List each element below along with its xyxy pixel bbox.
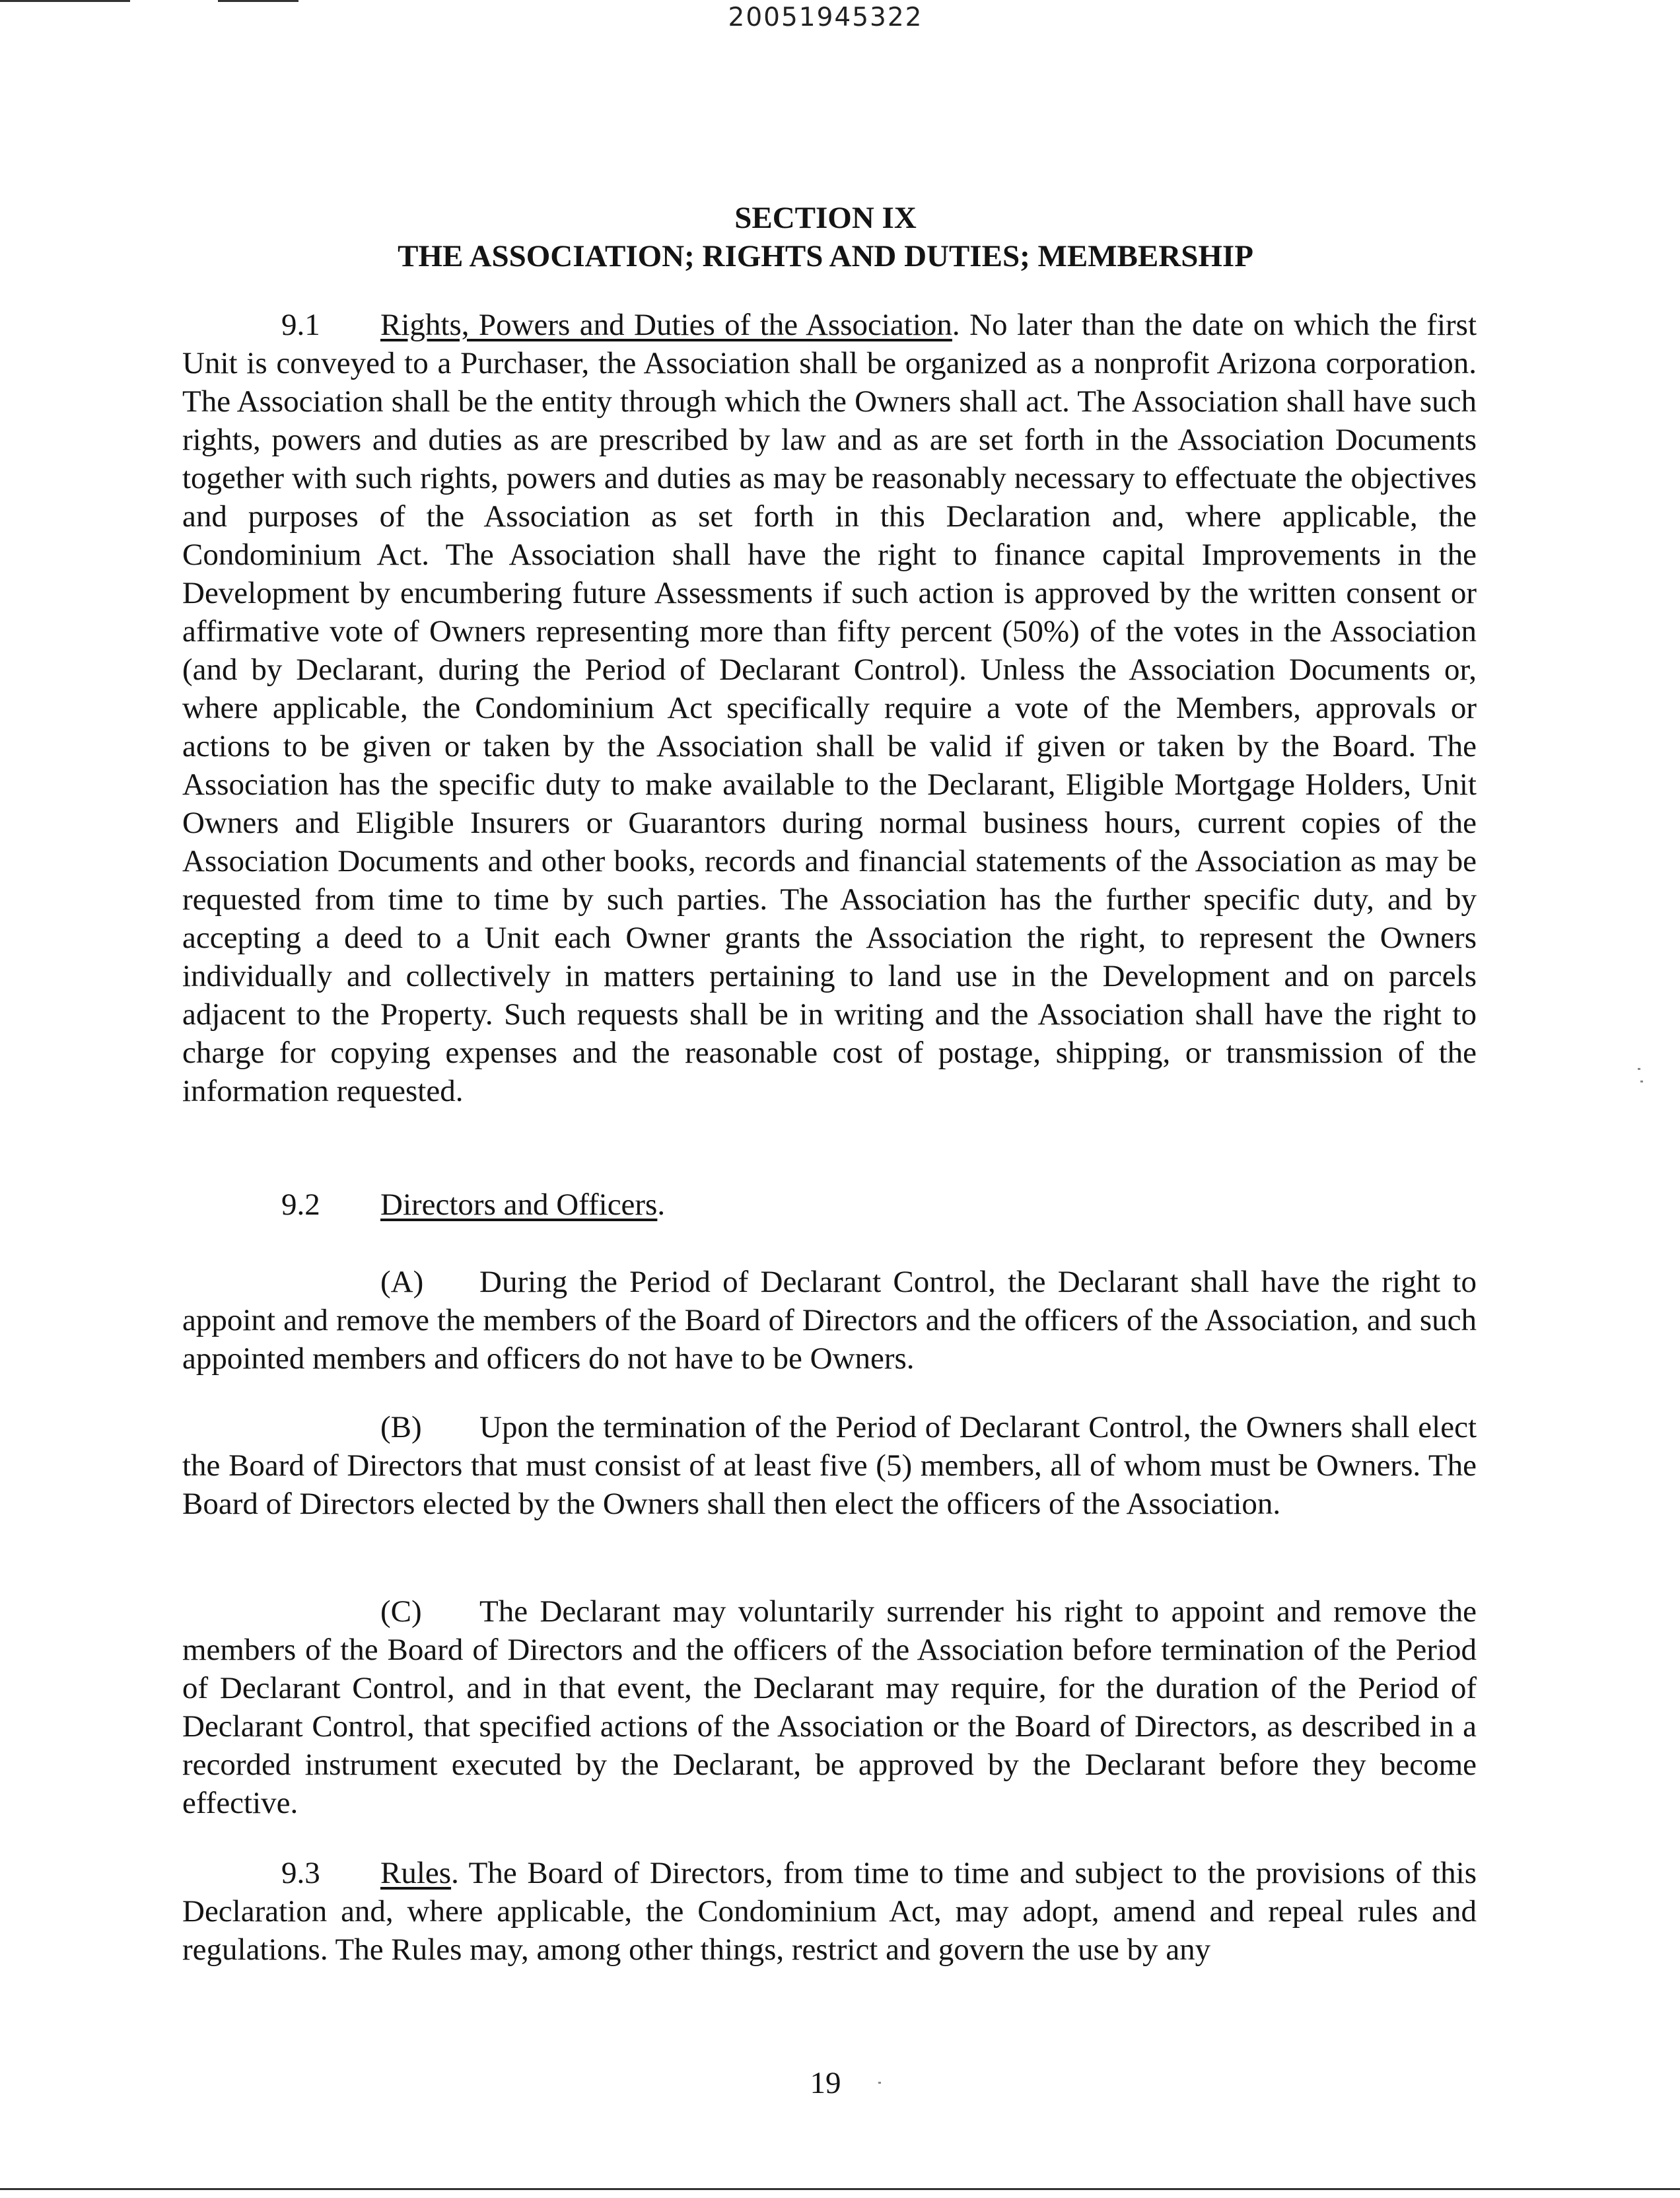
subparagraph-text: The Declarant may voluntarily surrender his right to appoint and remove the members of the Board of Directors and the officers of the Association before termination of the Period of Declarant Control, and in that event, the Declarant may require, for the duration of the Period of Declarant Control, that specified actions of the Association or the Board of Directors, as described in a recorded instrument executed by the Declarant, be approved by the Declarant before they become effective. [182, 1594, 1477, 1820]
section-subtitle: THE ASSOCIATION; RIGHTS AND DUTIES; MEMBERSHIP [398, 239, 1253, 273]
paragraph-body: . No later than the date on which the first Unit is conveyed to a Purchaser, the Association shall be organized as a nonprofit Arizona corporation. The Association shall be the entity through which the Owners shall act. The Association shall have such rights, powers and duties as are prescribed by law and as are set forth in the Association Documents together with such rights, powers and duties as may be reasonably necessary to effectuate the objectives and purposes of the Association as set forth in this Declaration and, where applicable, the Condominium Act. The Association shall have the right to finance capital Improvements in the Development by encumbering future Assessments if such action is approved by the written consent or affirmative vote of Owners representing more than fifty percent (50%) of the votes in the Association (and by Declarant, during the Period of Declarant Control). Unless the Association Documents or, where applicable, the Condominium Act specifically require a vote of the Members, approvals or actions to be given or taken by the Association shall be valid if given or taken by the Board. The Association has the specific duty to make available to the Declarant, Eligible Mortgage Holders, Unit Owners and Eligible Insurers or Guarantors during normal business hours, current copies of the Association Documents and other books, records and financial statements of the Association as may be requested from time to time by such parties. The Association has the further specific duty, and by accepting a deed to a Unit each Owner grants the Association the right, to represent the Owners individually and collectively in matters pertaining to land use in the Development and on parcels adjacent to the Property. Such requests shall be in writing and the Association shall have the right to charge for copying expenses and the reasonable cost of postage, shipping, or transmission of the information requested. [182, 308, 1477, 1108]
paragraph-heading: Rules [380, 1856, 452, 1890]
paragraph-heading: Rights, Powers and Duties of the Association [380, 308, 952, 342]
paragraph-heading: Directors and Officers [380, 1188, 658, 1222]
paragraph-number: 9.3 [281, 1856, 320, 1890]
paragraph-number: 9.2 [281, 1188, 320, 1222]
document-number: 20051945322 [728, 3, 923, 32]
bottom-rule [0, 2188, 1680, 2190]
top-rule-left [0, 0, 130, 2]
heading-punctuation: . [657, 1188, 666, 1222]
subparagraph-c [182, 1592, 1477, 1822]
paragraph-9-1 [182, 306, 1477, 1110]
paragraph-9-3 [182, 1854, 1477, 1969]
page-number: 19 [810, 2066, 841, 2100]
scan-speck [1640, 1081, 1643, 1082]
subparagraph-text: Upon the termination of the Period of Declarant Control, the Owners shall elect the Board of Directors that must consist of at least five (5) members, all of whom must be Owners. The Board of Directors elected by the Owners shall then elect the officers of the Association. [182, 1410, 1477, 1521]
subparagraph-a [182, 1263, 1477, 1378]
subparagraph-label: (A) [380, 1265, 424, 1299]
paragraph-9-2-heading [182, 1186, 1477, 1224]
section-title: SECTION IX [734, 201, 917, 235]
paragraph-body: . The Board of Directors, from time to time and subject to the provisions of this Declaration and, where applicable, the Condominium Act, may adopt, amend and repeal rules and regulations. The Rules may, among other things, restrict and govern the use by any [182, 1856, 1477, 1967]
subparagraph-label: (C) [380, 1594, 422, 1629]
subparagraph-b [182, 1408, 1477, 1523]
scan-speck [878, 2082, 881, 2084]
paragraph-number: 9.1 [281, 308, 320, 342]
subparagraph-text: During the Period of Declarant Control, the Declarant shall have the right to appoint and remove the members of the Board of Directors and the officers of the Association, and such appointed members and officers do not have to be Owners. [182, 1265, 1477, 1376]
subparagraph-label: (B) [380, 1410, 422, 1444]
top-rule-right [218, 0, 298, 2]
scan-speck [1638, 1068, 1640, 1070]
